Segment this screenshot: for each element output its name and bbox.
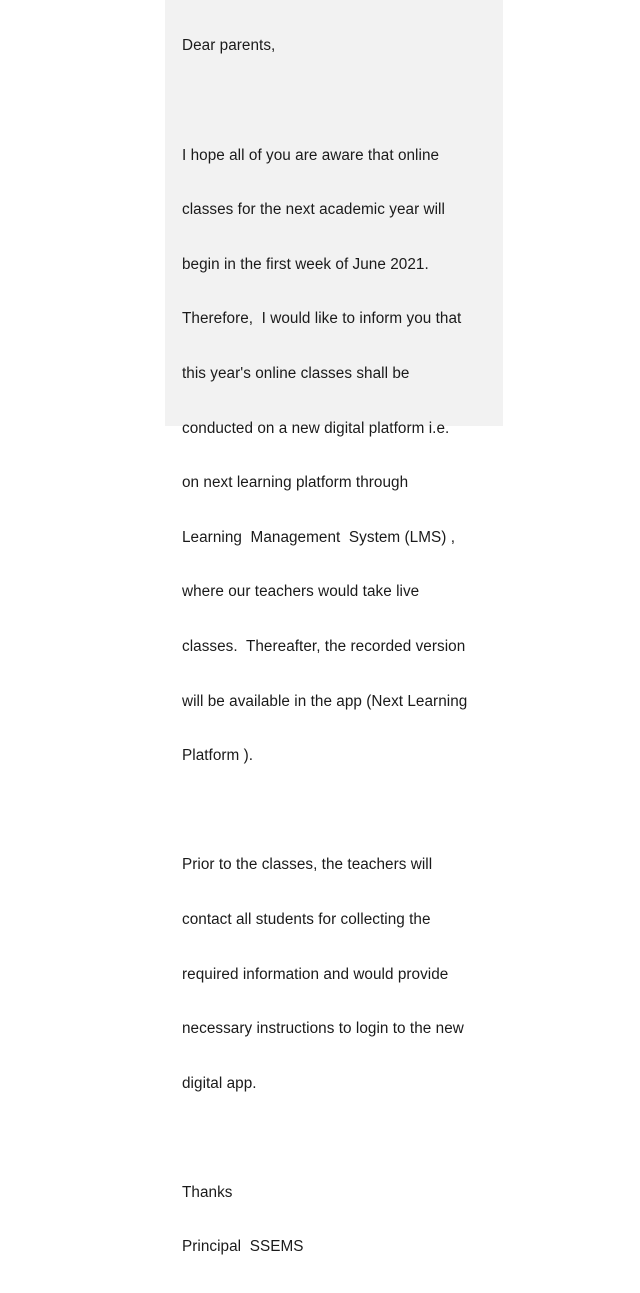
blank-line	[182, 1129, 500, 1147]
message-line: where our teachers would take live	[182, 583, 420, 601]
message-line: required information and would provide	[182, 965, 449, 983]
message-line: begin in the first week of June 2021.	[182, 255, 429, 273]
message-line: I hope all of you are aware that online	[182, 146, 440, 164]
message-line: contact all students for collecting the	[182, 910, 431, 928]
message-line: Platform ).	[182, 747, 254, 765]
message-line: necessary instructions to login to the new	[182, 1020, 464, 1038]
message-bubble[interactable]	[165, 0, 503, 1256]
signoff-line: Thanks	[182, 1183, 233, 1201]
message-line: this year's online classes shall be	[182, 364, 410, 382]
blank-line	[182, 802, 500, 820]
signature-line: Principal SSEMS	[182, 1238, 304, 1256]
blank-line	[182, 92, 500, 110]
message-line: conducted on a new digital platform i.e.	[182, 419, 450, 437]
message-line: classes. Thereafter, the recorded version	[182, 637, 466, 655]
greeting-line: Dear parents,	[182, 37, 276, 55]
message-line: Prior to the classes, the teachers will	[182, 856, 433, 874]
message-line: Therefore, I would like to inform you that	[182, 310, 462, 328]
message-line: will be available in the app (Next Learning	[182, 692, 468, 710]
message-text	[182, 1, 500, 1293]
message-line: classes for the next academic year will	[182, 201, 445, 219]
message-line: digital app.	[182, 1074, 257, 1092]
message-line: Learning Management System (LMS) ,	[182, 528, 456, 546]
message-line: on next learning platform through	[182, 474, 409, 492]
